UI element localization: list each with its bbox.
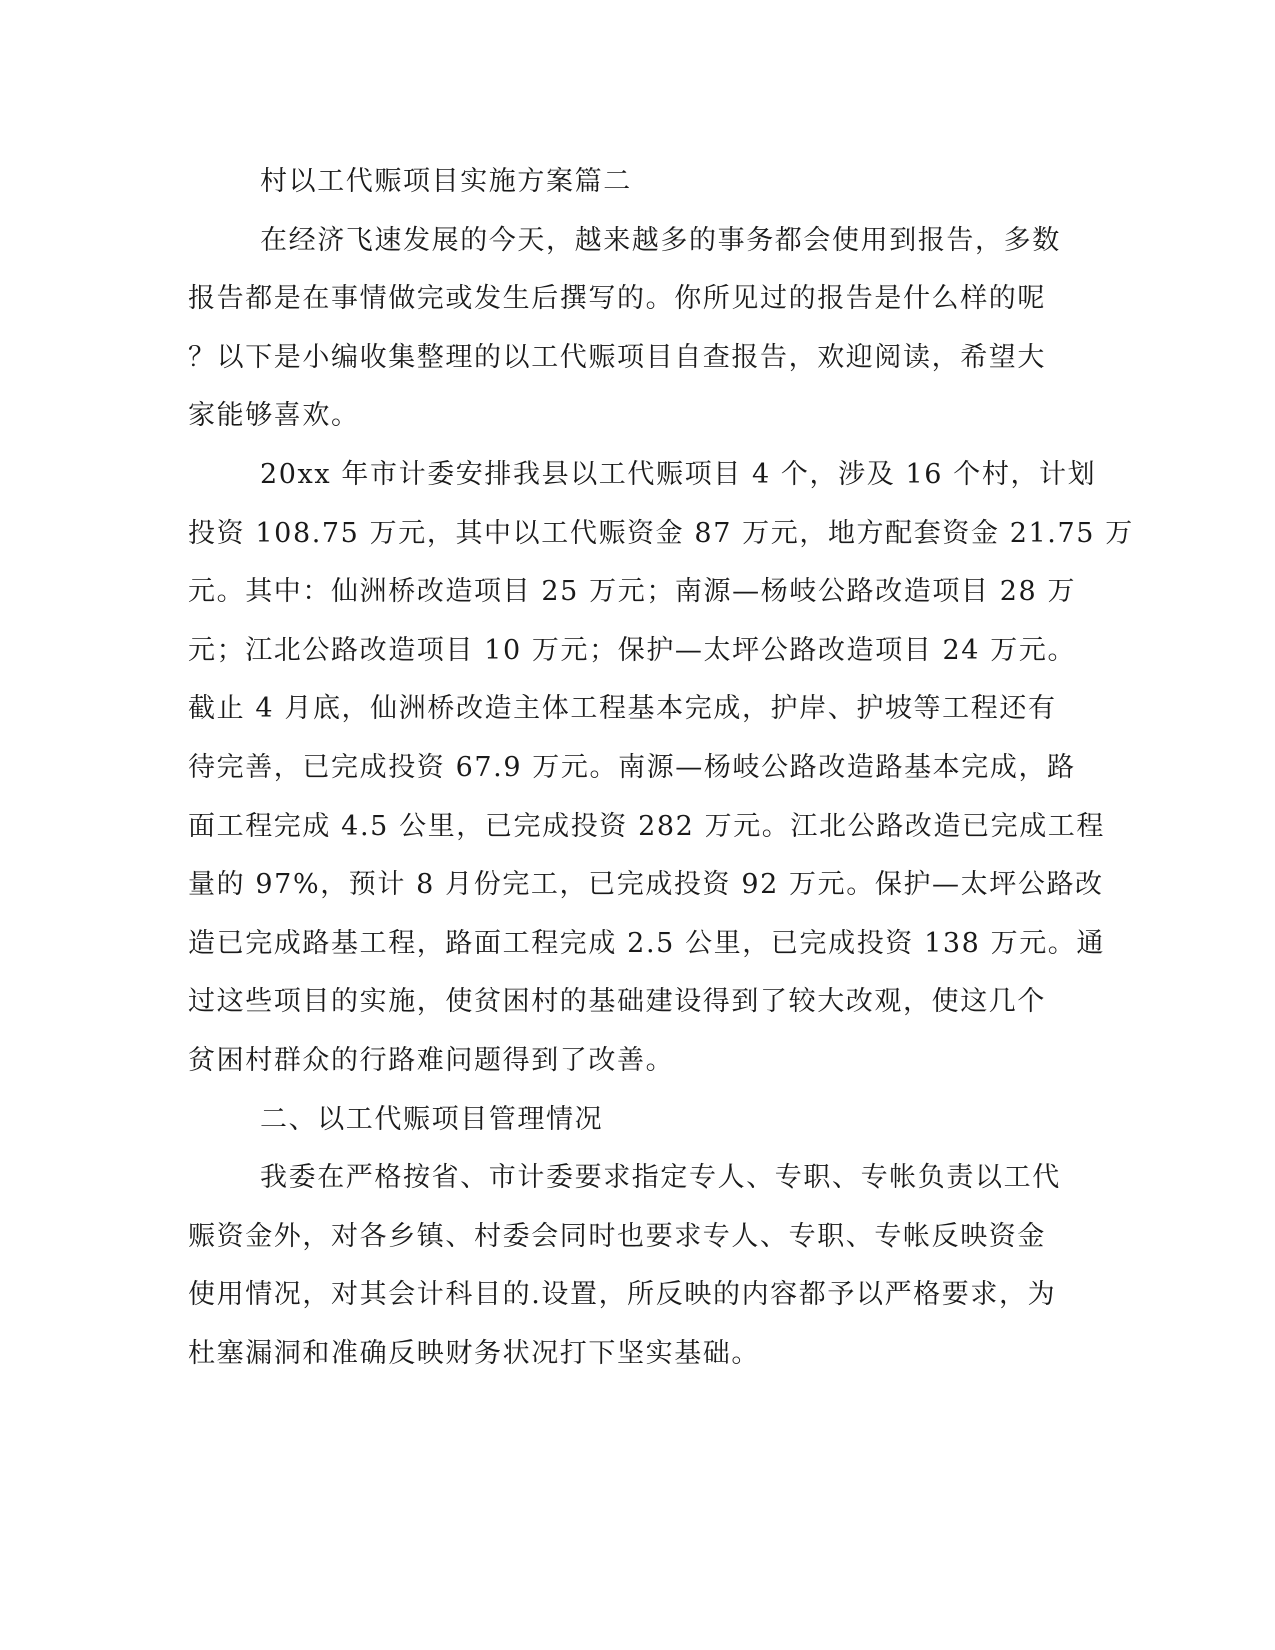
paragraph-line: 投资 108.75 万元，其中以工代赈资金 87 万元，地方配套资金 21.75 万 (188, 518, 1134, 549)
paragraph-line: 赈资金外，对各乡镇、村委会同时也要求专人、专职、专帐反映资金 (188, 1221, 1046, 1252)
paragraph-line: 家能够喜欢。 (188, 400, 360, 431)
paragraph-line: 元。其中：仙洲桥改造项目 25 万元；南源—杨岐公路改造项目 28 万 (188, 576, 1077, 607)
paragraph-line: 过这些项目的实施，使贫困村的基础建设得到了较大改观，使这几个 (188, 986, 1046, 1017)
paragraph-line: 截止 4 月底，仙洲桥改造主体工程基本完成，护岸、护坡等工程还有 (188, 693, 1057, 724)
paragraph-line: 在经济飞速发展的今天，越来越多的事务都会使用到报告，多数 (260, 225, 1061, 256)
paragraph-line: ？以下是小编收集整理的以工代赈项目自查报告，欢迎阅读，希望大 (188, 342, 1046, 373)
paragraph-line: 待完善，已完成投资 67.9 万元。南源—杨岐公路改造路基本完成，路 (188, 752, 1076, 783)
paragraph-line: 元；江北公路改造项目 10 万元；保护—太坪公路改造项目 24 万元。 (188, 635, 1077, 666)
paragraph-line: 我委在严格按省、市计委要求指定专人、专职、专帐负责以工代 (260, 1162, 1061, 1193)
paragraph-line: 杜塞漏洞和准确反映财务状况打下坚实基础。 (188, 1338, 760, 1369)
document-title: 村以工代赈项目实施方案篇二 (260, 166, 632, 197)
paragraph-line: 报告都是在事情做完或发生后撰写的。你所见过的报告是什么样的呢 (188, 283, 1046, 314)
paragraph-line: 面工程完成 4.5 公里，已完成投资 282 万元。江北公路改造已完成工程 (188, 811, 1106, 842)
paragraph-line: 20xx 年市计委安排我县以工代赈项目 4 个，涉及 16 个村，计划 (260, 459, 1097, 490)
paragraph-line: 量的 97%，预计 8 月份完工，已完成投资 92 万元。保护—太坪公路改 (188, 869, 1104, 900)
section-heading: 二、以工代赈项目管理情况 (260, 1104, 604, 1135)
paragraph-line: 造已完成路基工程，路面工程完成 2.5 公里，已完成投资 138 万元。通 (188, 928, 1106, 959)
paragraph-line: 贫困村群众的行路难问题得到了改善。 (188, 1045, 675, 1076)
paragraph-line: 使用情况，对其会计科目的.设置，所反映的内容都予以严格要求，为 (188, 1279, 1057, 1310)
